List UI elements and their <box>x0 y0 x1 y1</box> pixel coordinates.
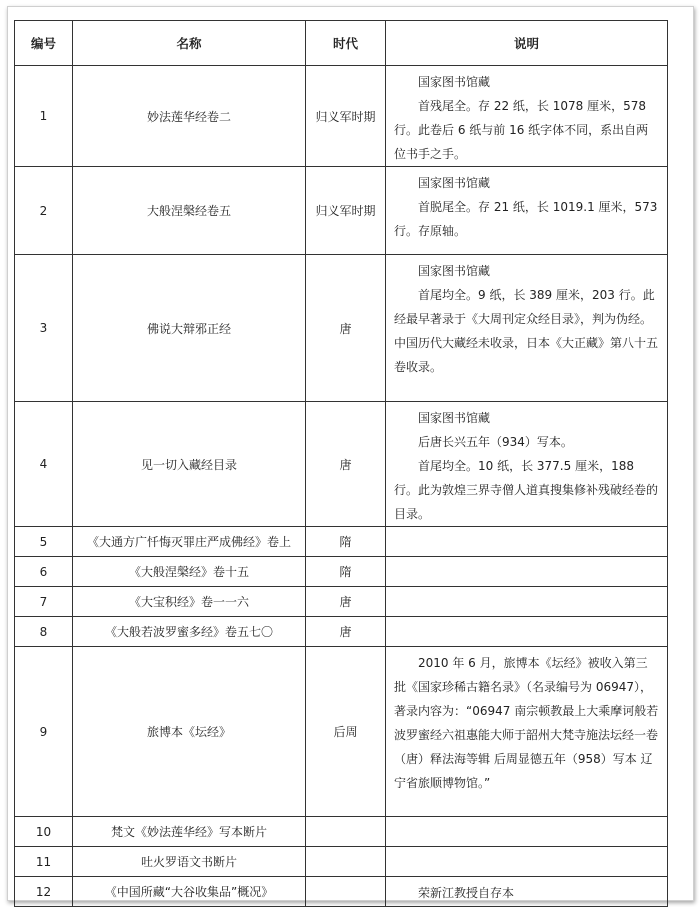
table-row <box>15 255 668 402</box>
row-description <box>386 817 668 847</box>
row-number: 9 <box>15 647 73 817</box>
row-era: 唐 <box>306 587 386 617</box>
table-row <box>15 66 668 167</box>
row-title: 梵文《妙法莲华经》写本断片 <box>73 817 306 847</box>
row-description <box>386 402 668 527</box>
description-paragraph: 国家图书馆藏 <box>418 176 491 190</box>
row-title: 旅博本《坛经》 <box>73 647 306 817</box>
row-number: 2 <box>15 167 73 255</box>
row-title: 《大般涅槃经》卷十五 <box>73 557 306 587</box>
row-number: 12 <box>15 877 73 907</box>
row-era: 唐 <box>306 617 386 647</box>
table-row <box>15 167 668 255</box>
row-era: 归义军时期 <box>306 66 386 167</box>
description-paragraph: 国家图书馆藏 <box>418 411 491 425</box>
row-era: 唐 <box>306 255 386 402</box>
description-paragraph: 荣新江教授自存本 <box>418 886 515 900</box>
header-description: 说明 <box>386 21 668 66</box>
description-paragraph: 首脱尾全。存 21 纸，长 1019.1 厘米，573 行。存原轴。 <box>394 200 658 238</box>
row-era: 隋 <box>306 527 386 557</box>
row-title: 大般涅槃经卷五 <box>73 167 306 255</box>
table-row <box>15 617 668 647</box>
row-era <box>306 847 386 877</box>
row-description <box>386 66 668 167</box>
row-title: 《大通方广忏悔灭罪庄严成佛经》卷上 <box>73 527 306 557</box>
row-description <box>386 167 668 255</box>
row-description <box>386 587 668 617</box>
description-paragraph: 首残尾全。存 22 纸，长 1078 厘米，578 行。此卷后 6 纸与前 16 纸字体不同，系出自两位书手之手。 <box>394 99 649 161</box>
row-description <box>386 255 668 402</box>
row-number: 4 <box>15 402 73 527</box>
row-title: 佛说大辩邪正经 <box>73 255 306 402</box>
row-description <box>386 847 668 877</box>
row-title: 《大宝积经》卷一一六 <box>73 587 306 617</box>
row-description <box>386 527 668 557</box>
description-paragraph: 2010 年 6 月，旅博本《坛经》被收入第三批《国家珍稀古籍名录》（名录编号为 06947），著录内容为：“06947 南宗顿教最上大乘摩诃般若波罗蜜经六祖惠能大师于韶州大梵寺施法坛经一卷（唐）释法海等辑 后周显德五年（958）写本 辽宁省旅顺博物馆。” <box>394 656 659 790</box>
description-paragraph: 后唐长兴五年（934）写本。 <box>418 435 573 449</box>
row-era: 唐 <box>306 402 386 527</box>
table-row <box>15 402 668 527</box>
row-era <box>306 877 386 907</box>
row-number: 6 <box>15 557 73 587</box>
row-era <box>306 817 386 847</box>
header-era: 时代 <box>306 21 386 66</box>
description-paragraph: 首尾均全。10 纸，长 377.5 厘米，188 行。此为敦煌三界寺僧人道真搜集修补残破经卷的目录。 <box>394 459 659 521</box>
row-number: 8 <box>15 617 73 647</box>
row-number: 10 <box>15 817 73 847</box>
row-description <box>386 557 668 587</box>
description-paragraph: 国家图书馆藏 <box>418 264 491 278</box>
row-title: 妙法莲华经卷二 <box>73 66 306 167</box>
header-row <box>15 21 668 66</box>
header-number: 编号 <box>15 21 73 66</box>
header-name: 名称 <box>73 21 306 66</box>
row-number: 7 <box>15 587 73 617</box>
row-description <box>386 877 668 907</box>
row-number: 5 <box>15 527 73 557</box>
row-title: 吐火罗语文书断片 <box>73 847 306 877</box>
table-row <box>15 877 668 907</box>
row-title: 《大般若波罗蜜多经》卷五七〇 <box>73 617 306 647</box>
table-row <box>15 647 668 817</box>
row-era: 归义军时期 <box>306 167 386 255</box>
description-paragraph: 国家图书馆藏 <box>418 75 491 89</box>
description-paragraph: 首尾均全。9 纸，长 389 厘米，203 行。此经最早著录于《大周刊定众经目录》，判为伪经。中国历代大藏经未收录，日本《大正藏》第八十五卷收录。 <box>394 288 659 374</box>
row-era: 隋 <box>306 557 386 587</box>
table-row <box>15 557 668 587</box>
table-row <box>15 847 668 877</box>
row-title: 见一切入藏经目录 <box>73 402 306 527</box>
row-number: 3 <box>15 255 73 402</box>
table-row <box>15 587 668 617</box>
row-description <box>386 647 668 817</box>
row-number: 1 <box>15 66 73 167</box>
row-era: 后周 <box>306 647 386 817</box>
row-description <box>386 617 668 647</box>
manuscript-table <box>14 20 668 907</box>
table-row <box>15 817 668 847</box>
row-title: 《中国所藏“大谷收集品”概况》 <box>73 877 306 907</box>
row-number: 11 <box>15 847 73 877</box>
table-row <box>15 527 668 557</box>
